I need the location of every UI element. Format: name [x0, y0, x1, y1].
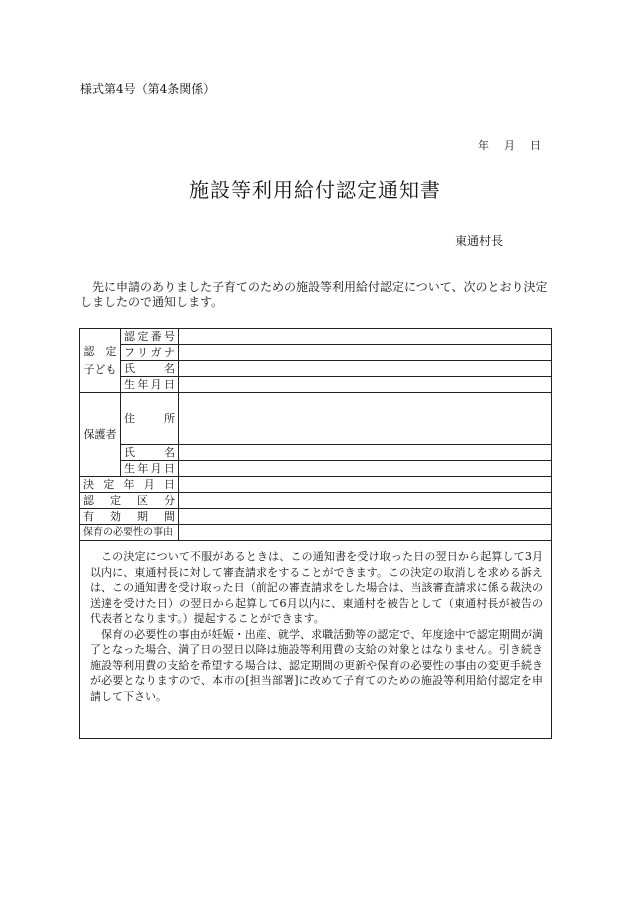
table-row	[80, 345, 552, 361]
document-title: 施設等利用給付認定通知書	[189, 178, 441, 202]
expiry-note: 保育の必要性の事由が妊娠・出産、就学、求職活動等の認定で、年度途中で認定期間が満了となった場合、満了日の翌日以降は施設等利用費の支給の対象とはなりません。引き続き施設等利用費の支給を希望する場合は、認定期間の更新や保育の必要性の事由の変更手続きが必要となりますので、本市の[担当部署]に改めて子育てのための施設等利用給付認定を申請して下さい。	[90, 627, 543, 703]
table-row	[80, 461, 552, 477]
furigana-value[interactable]	[179, 345, 552, 361]
notes-box	[79, 541, 552, 739]
form-number: 様式第4号（第4条関係）	[80, 82, 216, 96]
intro-text: 先に申請のありました子育てのための施設等利用給付認定について、次のとおり決定しましたので通知します。	[80, 280, 548, 309]
table-row	[80, 393, 552, 445]
reason-label: 保育の必要性の事由	[80, 525, 179, 541]
child-birthdate-label: 生年月日	[121, 377, 179, 393]
table-row	[80, 377, 552, 393]
furigana-label: フリガナ	[121, 345, 179, 361]
guardian-birthdate-value[interactable]	[179, 461, 552, 477]
address-label: 住所	[121, 393, 179, 445]
child-name-value[interactable]	[179, 361, 552, 377]
certification-table	[79, 328, 552, 541]
table-row	[80, 361, 552, 377]
appeal-note: この決定について不服があるときは、この通知書を受け取った日の翌日から起算して3月以内に、東通村長に対して審査請求をすることができます。この決定の取消しを求める訴えは、この通知書を受け取った日（前記の審査請求をした場合は、当該審査請求に係る裁決の送達を受けた日）の翌日から起算して6月以内に、東通村を被告として（東通村長が被告の代表者となります。）提起することができます。	[90, 550, 543, 625]
table-row	[80, 493, 552, 509]
child-name-label: 氏名	[121, 361, 179, 377]
decision-date-label: 決定年月日	[80, 477, 179, 493]
date-year: 年	[478, 139, 490, 152]
table-row	[80, 509, 552, 525]
date-line	[478, 137, 542, 153]
guardian-group-label: 保護者	[80, 393, 121, 477]
table-row	[80, 525, 552, 541]
cert-number-value[interactable]	[179, 329, 552, 345]
validity-value[interactable]	[179, 509, 552, 525]
decision-date-value[interactable]	[179, 477, 552, 493]
category-value[interactable]	[179, 493, 552, 509]
address-value[interactable]	[179, 393, 552, 445]
category-label: 認定区分	[80, 493, 179, 509]
child-group-label: 認 定 子ども	[80, 329, 121, 393]
cert-number-label: 認定番号	[121, 329, 179, 345]
guardian-name-value[interactable]	[179, 445, 552, 461]
guardian-birthdate-label: 生年月日	[121, 461, 179, 477]
table-row	[80, 445, 552, 461]
date-day: 日	[530, 139, 542, 152]
date-month: 月	[504, 139, 516, 152]
child-birthdate-value[interactable]	[179, 377, 552, 393]
issuer: 東通村長	[455, 234, 504, 248]
reason-value[interactable]	[179, 525, 552, 541]
validity-label: 有効期間	[80, 509, 179, 525]
guardian-name-label: 氏名	[121, 445, 179, 461]
table-row	[80, 477, 552, 493]
table-row	[80, 329, 552, 345]
